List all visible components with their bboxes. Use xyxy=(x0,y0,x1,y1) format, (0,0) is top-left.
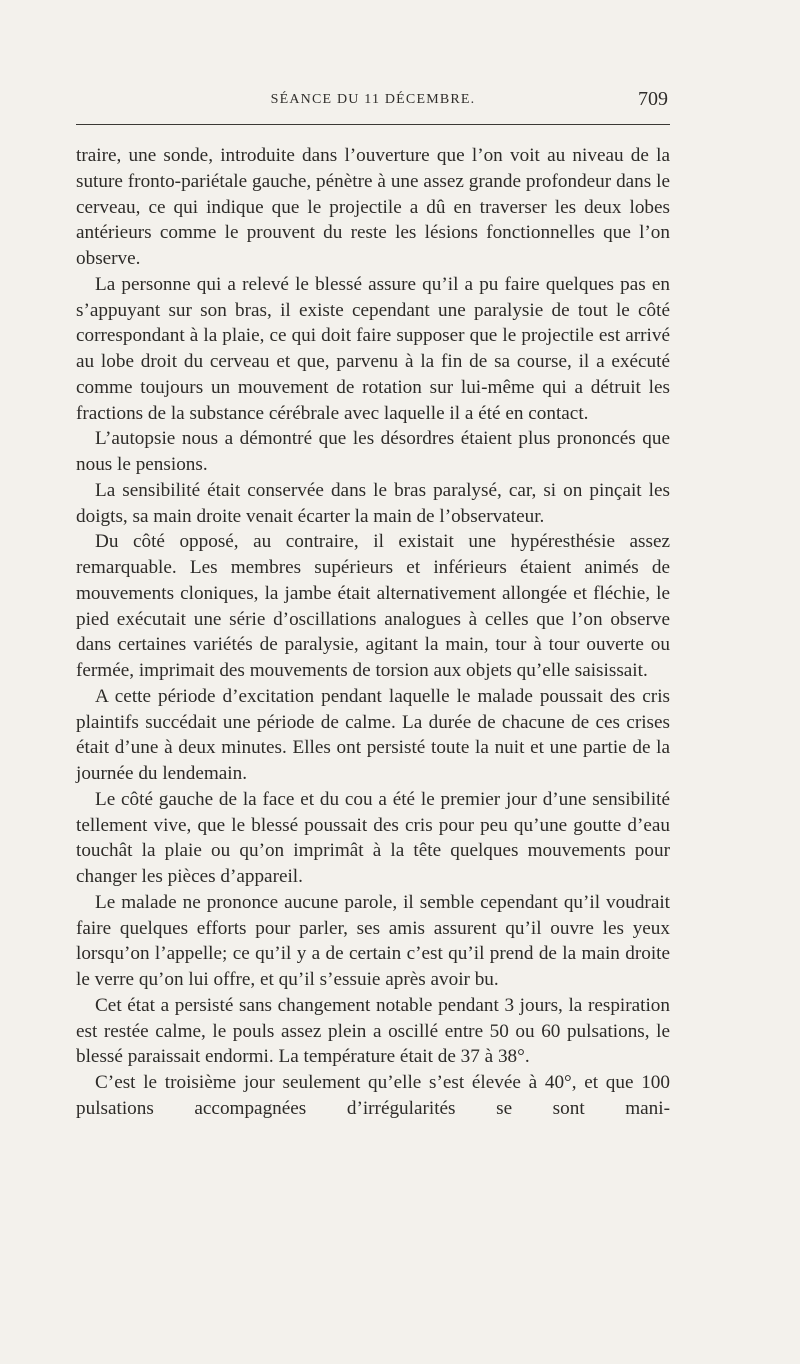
paragraph: L’autopsie nous a démontré que les désordres étaient plus prononcés que nous le pensions. xyxy=(76,428,670,475)
paragraph: La personne qui a relevé le blessé assure qu’il a pu faire quelques pas en s’appuyant sur son bras, il existe cependant une paralysie de tout le côté correspondant à la plaie, ce qui doit faire supposer que le projectile est arrivé au lobe droit du cerveau et que, parvenu à la fin de sa course, il a exécuté comme toujours un mouvement de rotation sur lui-même qui a détruit les fractions de la substance cérébrale avec laquelle il a été en contact. xyxy=(76,273,670,424)
paragraph: A cette période d’excitation pendant laquelle le malade poussait des cris plaintifs succédait une période de calme. La durée de chacune de ces crises était d’une à deux minutes. Elles ont persisté toute la nuit et une partie de la journée du lendemain. xyxy=(76,685,670,784)
running-head xyxy=(76,88,670,116)
header-rule xyxy=(76,124,670,125)
paragraph: Du côté opposé, au contraire, il existait une hypéresthésie assez remarquable. Les membres supérieurs et inférieurs étaient animés de mouvements cloniques, la jambe était alternativement allongée et fléchie, le pied exécutait une série d’oscillations analogues à celles que l’on observe dans certaines variétés de paralysie, agitant la main, tour à tour ouverte ou fermée, imprimait des mouvements de torsion aux objets qu’elle saisissait. xyxy=(76,531,670,681)
page-number: 709 xyxy=(638,88,668,110)
paragraph: La sensibilité était conservée dans le bras paralysé, car, si on pinçait les doigts, sa main droite venait écarter la main de l’observateur. xyxy=(76,479,670,527)
paragraph: Le côté gauche de la face et du cou a été le premier jour d’une sensibilité tellement vive, que le blessé poussait des cris pour peu qu’une goutte d’eau touchât la plaie ou qu’on imprimât à la tête quelques mouvements pour changer les pièces d’appareil. xyxy=(76,788,670,887)
paragraph-continuation: traire, une sonde, introduite dans l’ouverture que l’on voit au niveau de la suture fronto-pariétale gauche, pénètre à une assez grande profondeur dans le cerveau, ce qui indique que le projectile a dû en traverser les deux lobes antérieurs comme le prouvent du reste les lésions fonctionnelles que l’on observe. xyxy=(76,145,670,269)
paragraph: Cet état a persisté sans changement notable pendant 3 jours, la respiration est restée calme, le pouls assez plein a oscillé entre 50 ou 60 pulsations, le blessé paraissait endormi. La température était de 37 à 38°. xyxy=(76,994,670,1068)
body-text xyxy=(76,143,670,1122)
paragraph-continued: C’est le troisième jour seulement qu’elle s’est élevée à 40°, et que 100 pulsations accompagnées d’irrégularités se sont mani- xyxy=(76,1072,670,1119)
paragraph: Le malade ne prononce aucune parole, il semble cependant qu’il voudrait faire quelques efforts pour parler, ses amis assurent qu’il ouvre les yeux lorsqu’on l’appelle; ce qu’il y a de certain c’est qu’il prend de la main droite le verre qu’on lui offre, et qu’il s’essuie après avoir bu. xyxy=(76,891,670,990)
running-head-title: SÉANCE DU 11 DÉCEMBRE. xyxy=(270,92,476,107)
